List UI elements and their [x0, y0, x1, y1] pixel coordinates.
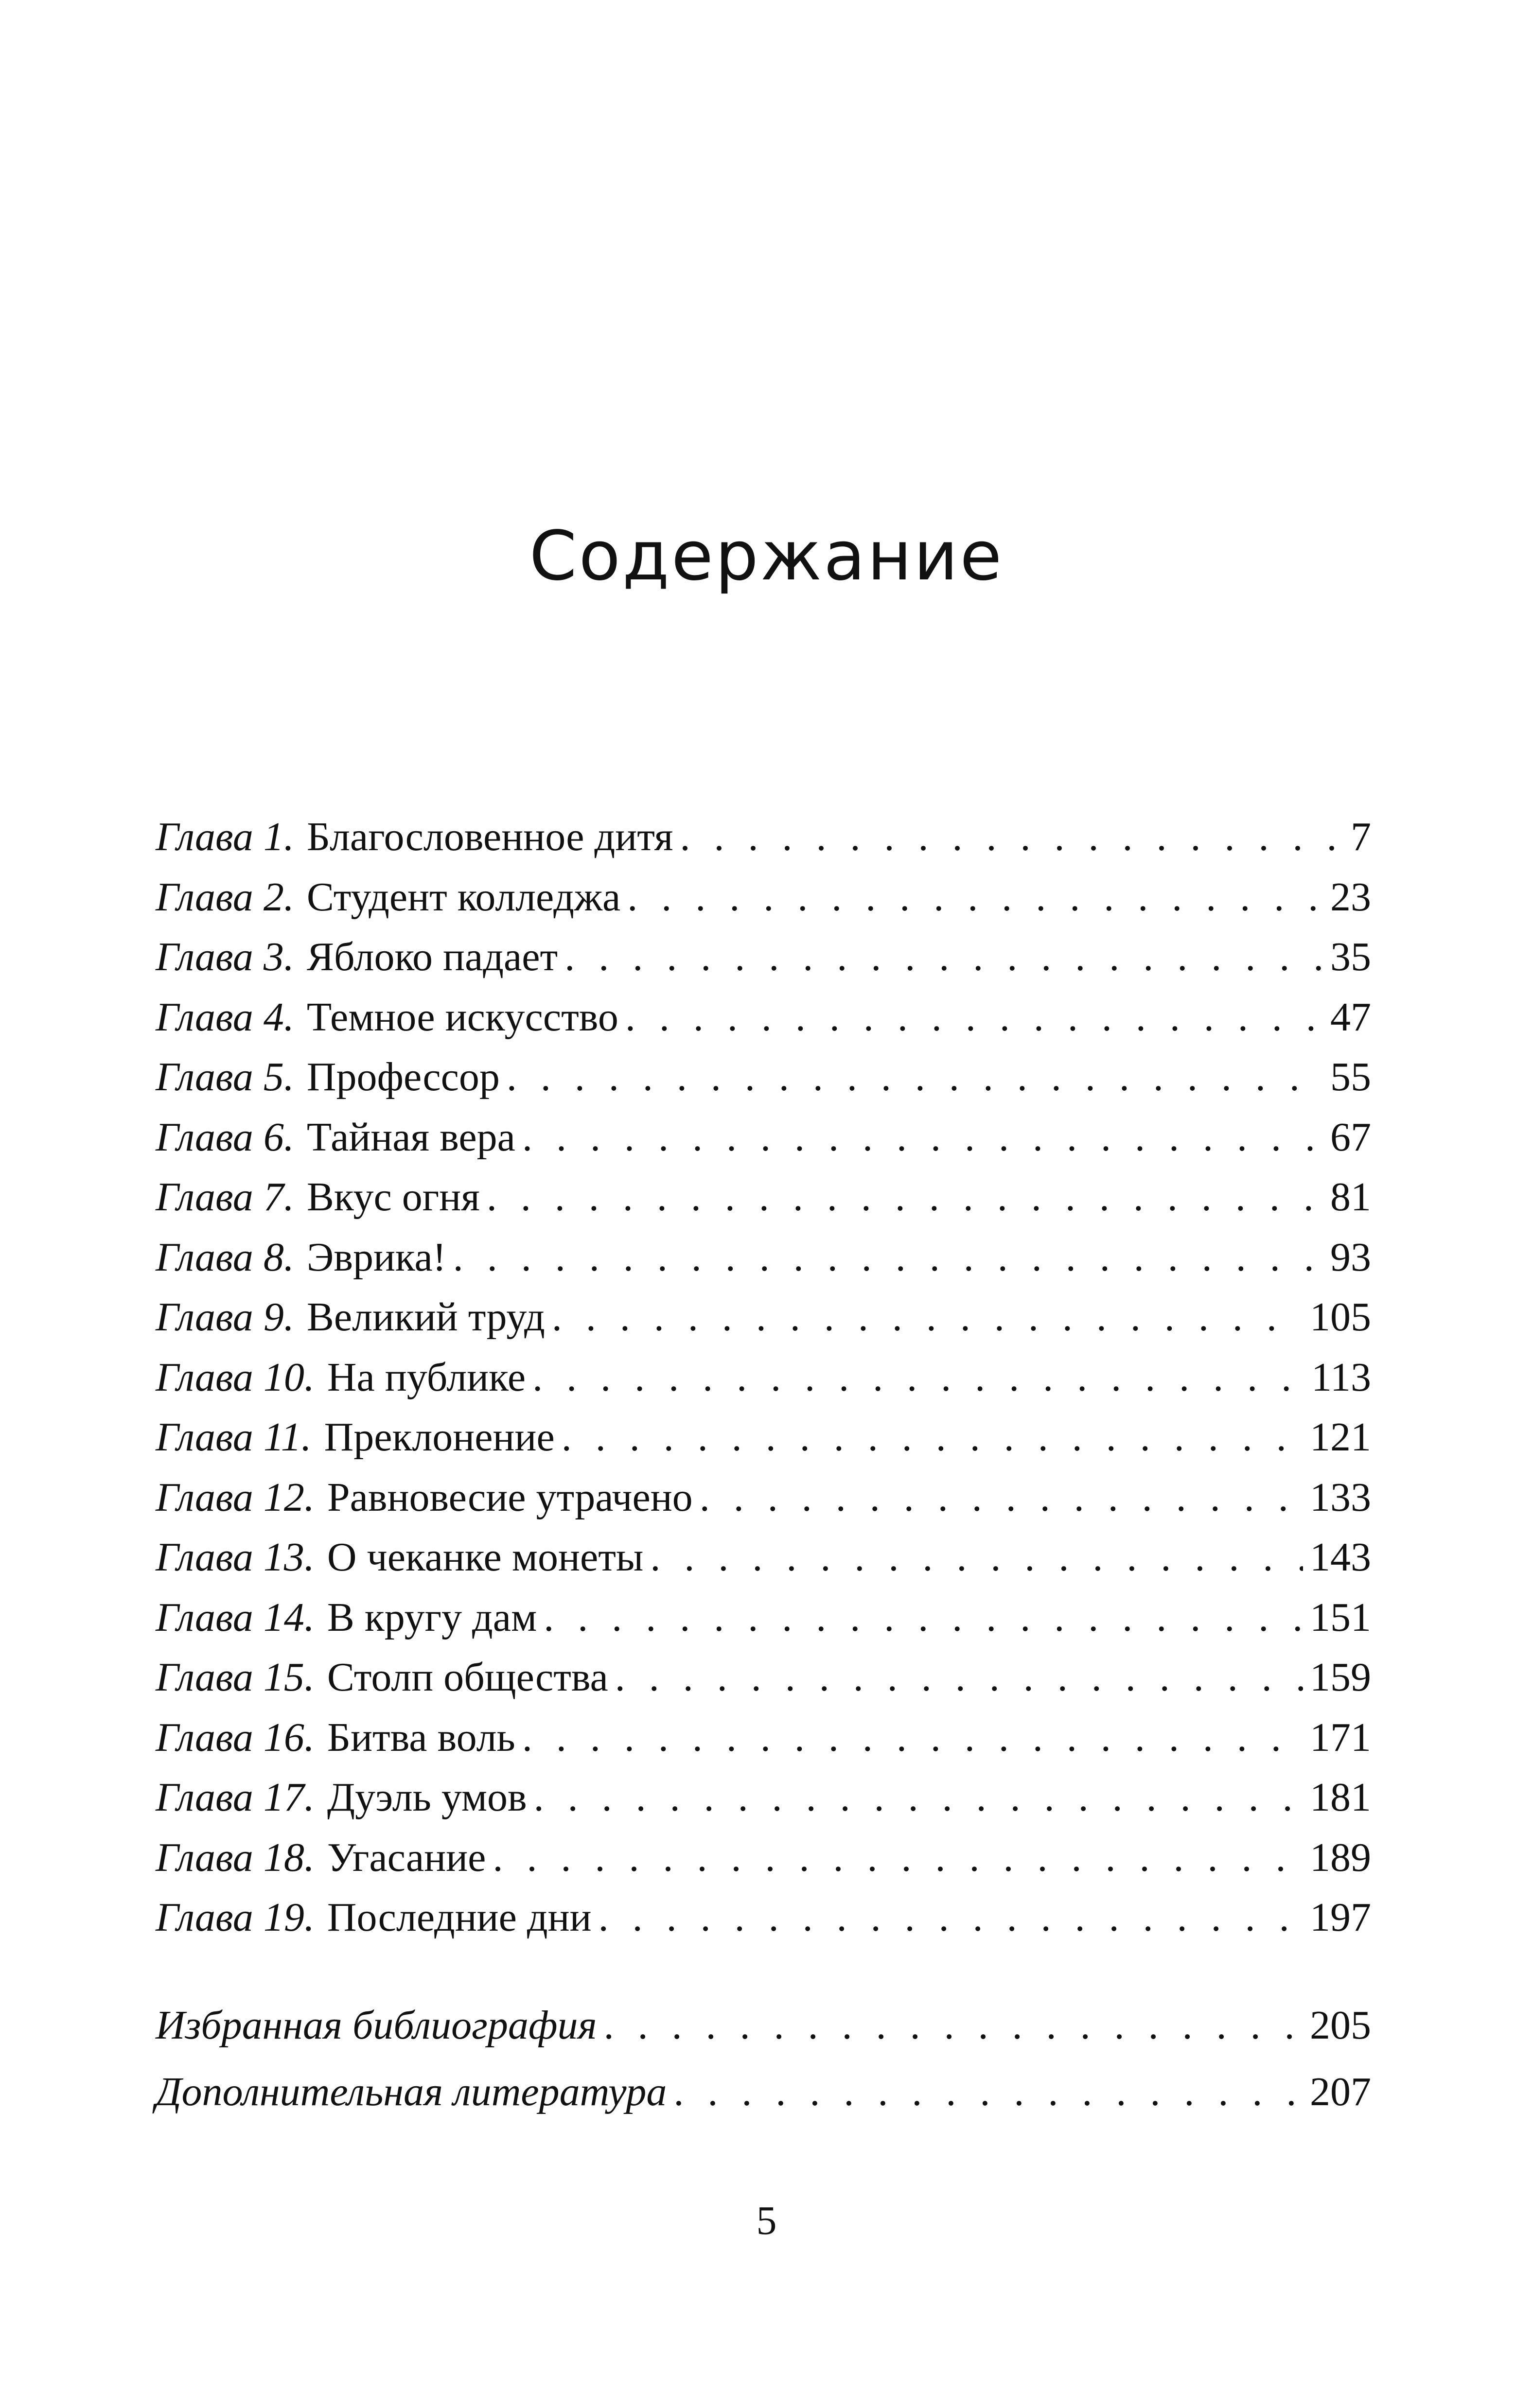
chapter-title: Студент колледжа: [306, 874, 621, 920]
chapter-title: Благословенное дитя: [306, 814, 673, 859]
toc-entry: [156, 1647, 1371, 1708]
dot-leader: [564, 927, 1323, 987]
chapter-page-number: 7: [1351, 814, 1371, 859]
chapter-title: Битва воль: [327, 1714, 515, 1760]
chapter-label: Глава 5.: [156, 1054, 294, 1099]
dot-leader: [604, 1989, 1303, 2062]
chapter-title: Преклонение: [324, 1414, 555, 1460]
chapter-label: Глава 1.: [156, 814, 294, 859]
dot-leader: [680, 807, 1344, 867]
dot-leader: [615, 1647, 1303, 1708]
chapter-title: Последние дни: [327, 1895, 592, 1940]
toc-entry: [156, 1527, 1371, 1588]
chapter-label: Глава 11.: [156, 1414, 312, 1460]
chapter-title: Темное искусство: [306, 994, 618, 1040]
toc-entry: [156, 1588, 1371, 1648]
toc-entry: [156, 807, 1371, 867]
section-title: Дополнительная литература: [156, 2069, 667, 2114]
page-title: Содержание: [529, 517, 1004, 596]
section-page-number: 207: [1310, 2069, 1371, 2114]
chapter-title: Профессор: [306, 1054, 500, 1099]
toc-entry-extra: [156, 1989, 1371, 2062]
chapter-label: Глава 15.: [156, 1655, 315, 1700]
dot-leader: [522, 1708, 1303, 1768]
chapter-page-number: 151: [1310, 1594, 1371, 1640]
chapter-page-number: 143: [1310, 1535, 1371, 1580]
toc-entry: [156, 1107, 1371, 1168]
toc-entry: [156, 1467, 1371, 1528]
chapter-page-number: 47: [1330, 994, 1371, 1040]
dot-leader: [532, 1347, 1304, 1408]
toc-entry: [156, 1828, 1371, 1888]
chapter-page-number: 133: [1310, 1474, 1371, 1520]
chapter-title: В кругу дам: [327, 1594, 537, 1640]
chapter-page-number: 23: [1330, 874, 1371, 920]
dot-leader: [544, 1588, 1303, 1648]
dot-leader: [562, 1407, 1303, 1467]
toc-entry-extra: [156, 2062, 1371, 2122]
toc-entry: [156, 1347, 1371, 1408]
chapter-label: Глава 8.: [156, 1234, 294, 1280]
chapter-page-number: 55: [1330, 1054, 1371, 1099]
chapter-label: Глава 19.: [156, 1895, 315, 1940]
toc-entry: [156, 1227, 1371, 1288]
dot-leader: [673, 2062, 1303, 2122]
toc-entry: [156, 927, 1371, 987]
dot-leader: [507, 1047, 1323, 1107]
chapter-label: Глава 7.: [156, 1174, 294, 1220]
dot-leader: [552, 1287, 1303, 1347]
chapter-label: Глава 18.: [156, 1834, 315, 1880]
dot-leader: [493, 1828, 1303, 1888]
chapter-label: Глава 10.: [156, 1354, 315, 1400]
chapter-page-number: 113: [1311, 1354, 1371, 1400]
toc-entry: [156, 987, 1371, 1047]
chapter-label: Глава 3.: [156, 934, 294, 979]
dot-leader: [700, 1467, 1303, 1528]
chapter-title: Вкус огня: [306, 1174, 480, 1220]
chapter-page-number: 93: [1330, 1234, 1371, 1280]
extras-list: [156, 1989, 1371, 2122]
chapter-label: Глава 12.: [156, 1474, 315, 1520]
dot-leader: [650, 1527, 1303, 1588]
chapter-label: Глава 16.: [156, 1714, 315, 1760]
page-number: 5: [756, 2198, 777, 2243]
chapter-title: О чеканке монеты: [327, 1535, 644, 1580]
chapter-page-number: 67: [1330, 1114, 1371, 1160]
chapter-title: Великий труд: [306, 1294, 545, 1340]
toc-entry: [156, 1287, 1371, 1347]
toc-entry: [156, 1708, 1371, 1768]
dot-leader: [627, 867, 1323, 927]
chapter-label: Глава 4.: [156, 994, 294, 1040]
section-page-number: 205: [1310, 2002, 1371, 2048]
chapter-label: Глава 6.: [156, 1114, 294, 1160]
toc-entry: [156, 1047, 1371, 1107]
chapter-title: Равновесие утрачено: [327, 1474, 693, 1520]
toc-entry: [156, 1887, 1371, 1948]
dot-leader: [599, 1887, 1303, 1948]
chapter-page-number: 189: [1310, 1834, 1371, 1880]
chapter-title: Дуэль умов: [327, 1775, 527, 1820]
chapter-list: [156, 807, 1371, 1948]
dot-leader: [625, 987, 1323, 1047]
section-title: Избранная библиография: [156, 2002, 597, 2048]
chapter-page-number: 171: [1310, 1714, 1371, 1760]
dot-leader: [522, 1107, 1323, 1168]
table-of-contents: [156, 807, 1371, 2122]
chapter-title: Эврика!: [306, 1234, 446, 1280]
chapter-label: Глава 17.: [156, 1775, 315, 1820]
chapter-title: Столп общества: [327, 1655, 608, 1700]
chapter-page-number: 197: [1310, 1895, 1371, 1940]
chapter-page-number: 121: [1310, 1414, 1371, 1460]
chapter-page-number: 159: [1310, 1655, 1371, 1700]
chapter-title: Яблоко падает: [306, 934, 558, 979]
toc-entry: [156, 1407, 1371, 1467]
chapter-title: На публике: [327, 1354, 526, 1400]
chapter-label: Глава 13.: [156, 1535, 315, 1580]
chapter-title: Тайная вера: [306, 1114, 515, 1160]
chapter-page-number: 105: [1310, 1294, 1371, 1340]
chapter-title: Угасание: [327, 1834, 486, 1880]
toc-entry: [156, 1767, 1371, 1828]
dot-leader: [534, 1767, 1303, 1828]
chapter-page-number: 35: [1330, 934, 1371, 979]
chapter-label: Глава 2.: [156, 874, 294, 920]
dot-leader: [487, 1167, 1323, 1227]
toc-entry: [156, 867, 1371, 927]
chapter-page-number: 81: [1330, 1174, 1371, 1220]
toc-entry: [156, 1167, 1371, 1227]
dot-leader: [453, 1227, 1323, 1288]
chapter-label: Глава 9.: [156, 1294, 294, 1340]
chapter-label: Глава 14.: [156, 1594, 315, 1640]
chapter-page-number: 181: [1310, 1775, 1371, 1820]
